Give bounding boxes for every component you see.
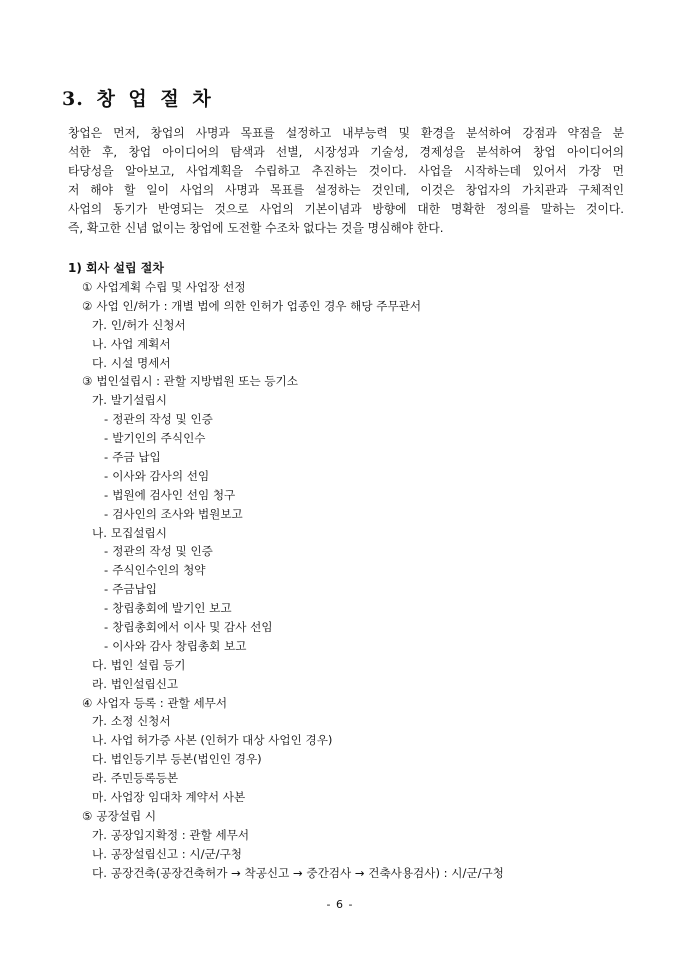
intro-paragraph (68, 124, 624, 238)
subsection-heading: 1) 회사 설립 절차 (68, 261, 164, 275)
list-item (68, 750, 628, 769)
item-number: ④ (82, 695, 93, 710)
item-number: - (104, 450, 109, 465)
list-item (68, 788, 628, 807)
item-text: 인/허가 신청서 (110, 317, 186, 332)
item-text: 법인설립시 : 관할 지방법원 또는 등기소 (96, 374, 298, 389)
paragraph-line: 즉, 확고한 신념 없이는 창업에 도전할 수조차 없다는 것을 명심해야 한다. (68, 221, 444, 235)
list-item (68, 845, 628, 864)
section-title: 3. 창 업 절 차 (62, 88, 212, 110)
item-number: - (104, 563, 109, 578)
item-text: 사업 허가증 사본 (인허가 대상 사업인 경우) (110, 733, 333, 748)
list-item (68, 410, 628, 429)
item-text: 사업 인/허가 : 개별 법에 의한 인허가 업종인 경우 해당 주무관서 (96, 298, 422, 313)
item-text: 주금 납입 (112, 450, 161, 465)
list-item (68, 316, 628, 335)
list-item (68, 467, 628, 486)
item-text: 공장건축(공장건축허가 → 착공신고 → 중간검사 → 건축사용검사) : 시/군/구청 (110, 865, 504, 880)
item-text: 정관의 작성 및 인증 (112, 412, 213, 427)
item-text: 주민등록등본 (110, 771, 179, 786)
paragraph-line: 석한 후, 창업 아이디어의 탐색과 선별, 시장성과 기술성, 경제성을 분석하여 창업 아이디어의 (68, 145, 624, 159)
item-number: 다. (92, 865, 107, 880)
list-item (68, 637, 628, 656)
page-number: - 6 - (326, 898, 354, 911)
item-text: 사업계획 수립 및 사업장 선정 (96, 280, 246, 294)
item-text: 공장설립 시 (96, 808, 157, 823)
item-number: 라. (92, 676, 107, 691)
item-number: 가. (92, 317, 107, 332)
item-text: 법인 설립 등기 (110, 657, 186, 672)
item-number: 다. (92, 752, 107, 767)
list-item (68, 354, 628, 373)
paragraph-line: 저 해야 할 일이 사업의 사명과 목표를 설정하는 것인데, 이것은 창업자의 가치관과 구체적인 (68, 183, 624, 197)
list-item (68, 297, 628, 316)
list-item (68, 618, 628, 637)
item-number: 나. (92, 846, 107, 861)
list-item (68, 429, 628, 448)
item-number: 라. (92, 771, 107, 786)
item-text: 법인등기부 등본(법인인 경우) (110, 752, 262, 767)
item-text: 소정 신청서 (110, 714, 171, 729)
item-number: ⑤ (82, 808, 93, 823)
item-number: 나. (92, 733, 107, 748)
list-item (68, 486, 628, 505)
list-item (68, 864, 628, 883)
list-item (68, 826, 628, 845)
paragraph-line: 사업의 동기가 반영되는 것으로 사업의 기본이념과 방향에 대한 명확한 정의를 말하는 것이다. (68, 202, 624, 216)
item-text: 사업장 임대차 계약서 사본 (110, 790, 246, 805)
item-number: 가. (92, 393, 107, 408)
item-number: - (104, 620, 109, 635)
item-text: 주식인수인의 청약 (112, 563, 206, 578)
list-item (68, 542, 628, 561)
list-item (68, 391, 628, 410)
item-number: 다. (92, 355, 107, 370)
item-number: - (104, 487, 109, 502)
item-number: ② (82, 298, 93, 313)
item-number: 나. (92, 525, 107, 540)
item-number: - (104, 544, 109, 559)
list-item (68, 731, 628, 750)
list-item (68, 694, 628, 713)
item-text: 사업 계획서 (110, 336, 171, 351)
item-text: 법원에 검사인 선임 청구 (112, 487, 236, 502)
item-number: - (104, 431, 109, 446)
item-text: 법인설립신고 (110, 676, 179, 691)
list-item (68, 505, 628, 524)
item-text: 시설 명세서 (110, 355, 171, 370)
list-item (68, 712, 628, 731)
item-number: - (104, 601, 109, 616)
item-text: 모집설립시 (110, 525, 167, 540)
paragraph-line: 타당성을 알아보고, 사업계획을 수립하고 추진하는 것이다. 사업을 시작하는데 있어서 가장 먼 (68, 164, 624, 178)
item-number: 다. (92, 657, 107, 672)
item-text: 창립총회에 발기인 보고 (112, 601, 232, 616)
item-number: ① (82, 280, 93, 294)
list-item (68, 675, 628, 694)
item-text: 주금납입 (112, 582, 157, 597)
item-number: - (104, 468, 109, 483)
list-item (68, 769, 628, 788)
list-item (68, 372, 628, 391)
company-setup-procedure (68, 259, 628, 883)
list-item (68, 524, 628, 543)
item-number: 마. (92, 790, 107, 805)
item-text: 발기인의 주식인수 (112, 431, 206, 446)
list-item (68, 580, 628, 599)
list-item (68, 335, 628, 354)
paragraph-line: 창업은 먼저, 창업의 사명과 목표를 설정하고 내부능력 및 환경을 분석하여 강점과 약점을 분 (68, 126, 624, 140)
list-item (68, 599, 628, 618)
item-number: 가. (92, 827, 107, 842)
item-text: 창립총회에서 이사 및 감사 선임 (112, 620, 273, 635)
list-item (68, 656, 628, 675)
item-text: 검사인의 조사와 법원보고 (112, 506, 243, 521)
item-number: - (104, 506, 109, 521)
item-number: 가. (92, 714, 107, 729)
item-number: - (104, 582, 109, 597)
list-item (68, 278, 628, 297)
item-number: - (104, 412, 109, 427)
item-text: 사업자 등록 : 관할 세무서 (96, 695, 228, 710)
item-number: ③ (82, 374, 93, 389)
item-text: 이사와 감사 창립총회 보고 (112, 638, 247, 653)
item-number: 나. (92, 336, 107, 351)
list-item (68, 561, 628, 580)
item-text: 공장입지확정 : 관할 세무서 (110, 827, 250, 842)
list-item (68, 448, 628, 467)
item-text: 이사와 감사의 선임 (112, 468, 210, 483)
item-text: 정관의 작성 및 인증 (112, 544, 213, 559)
list-item (68, 807, 628, 826)
item-text: 공장설립신고 : 시/군/구청 (110, 846, 242, 861)
item-number: - (104, 638, 109, 653)
item-text: 발기설립시 (110, 393, 167, 408)
